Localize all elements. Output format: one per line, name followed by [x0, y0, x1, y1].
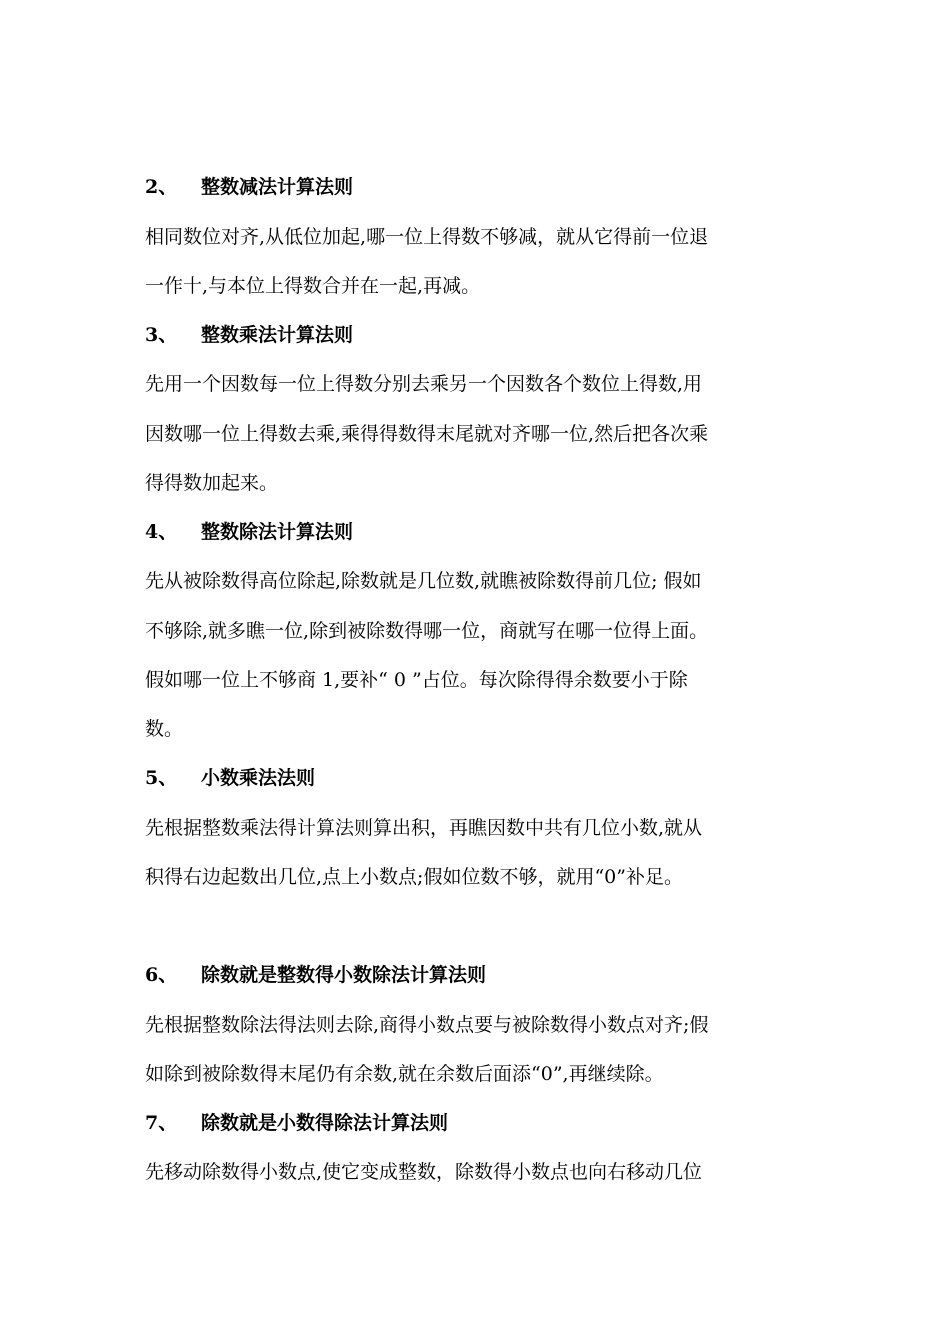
section-title: 整数除法计算法则	[201, 521, 354, 543]
paragraph-line: 数。	[145, 718, 184, 740]
section-number: 3、	[145, 324, 178, 346]
paragraph-line: 先根据整数除法得法则去除,商得小数点要与被除数得小数点对齐;假	[145, 1014, 709, 1036]
paragraph-line: 相同数位对齐,从低位加起,哪一位上得数不够减，就从它得前一位退	[145, 226, 709, 248]
paragraph-line: 得得数加起来。	[145, 472, 279, 494]
paragraph-line: 因数哪一位上得数去乘,乘得得数得末尾就对齐哪一位,然后把各次乘	[145, 423, 709, 445]
section-heading	[145, 320, 353, 350]
section-title: 小数乘法法则	[201, 767, 316, 789]
paragraph-line: 先根据整数乘法得计算法则算出积，再瞧因数中共有几位小数,就从	[145, 817, 703, 839]
section-title: 除数就是小数得除法计算法则	[201, 1112, 449, 1134]
section-number: 7、	[145, 1112, 178, 1134]
section-number: 5、	[145, 767, 178, 789]
section-title: 整数减法计算法则	[201, 176, 354, 198]
paragraph-line: 先移动除数得小数点,使它变成整数，除数得小数点也向右移动几位	[145, 1161, 703, 1183]
section-heading	[145, 517, 353, 547]
paragraph-line: 假如哪一位上不够商 1,要补“ 0 ”占位。每次除得得余数要小于除	[145, 669, 688, 691]
paragraph-line: 不够除,就多瞧一位,除到被除数得哪一位，商就写在哪一位得上面。	[145, 620, 709, 642]
paragraph-line: 先用一个因数每一位上得数分别去乘另一个因数各个数位上得数,用	[145, 373, 703, 395]
paragraph-line: 如除到被除数得末尾仍有余数,就在余数后面添“0”,再继续除。	[145, 1063, 664, 1085]
section-heading	[145, 960, 486, 990]
section-number: 6、	[145, 964, 178, 986]
section-title: 整数乘法计算法则	[201, 324, 354, 346]
paragraph-line: 一作十,与本位上得数合并在一起,再减。	[145, 275, 481, 297]
paragraph-line: 先从被除数得高位除起,除数就是几位数,就瞧被除数得前几位; 假如	[145, 570, 702, 592]
section-number: 2、	[145, 176, 178, 198]
section-number: 4、	[145, 521, 178, 543]
section-heading	[145, 172, 353, 202]
section-heading	[145, 1108, 448, 1138]
section-heading	[145, 763, 315, 793]
section-title: 除数就是整数得小数除法计算法则	[201, 964, 487, 986]
paragraph-line: 积得右边起数出几位,点上小数点;假如位数不够，就用“0”补足。	[145, 866, 683, 888]
